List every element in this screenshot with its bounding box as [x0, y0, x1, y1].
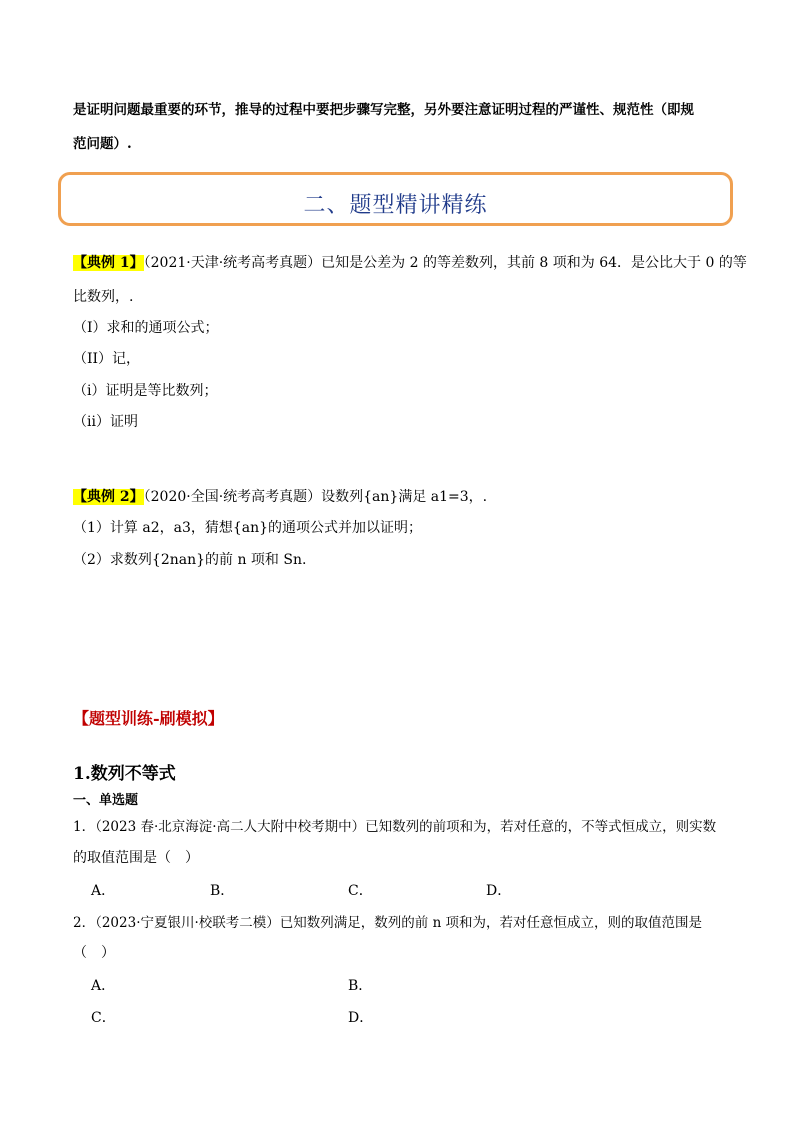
example-1-line-2: 比数列，.	[73, 289, 134, 305]
problem-2-option-d: D．	[348, 1010, 374, 1026]
problem-1-line-2: 的取值范围是（ ）	[73, 850, 199, 866]
problem-1-option-d: D．	[486, 883, 512, 899]
example-1-tag: 【典例 1】	[73, 255, 144, 271]
example-1-question-4: （ii）证明	[73, 414, 138, 430]
problem-2-option-a: A．	[91, 978, 116, 994]
example-1-text: （2021·天津·统考高考真题）已知是公差为 2 的等差数列，其前 8 项和为 64．是公比大于 0 的等	[143, 255, 747, 271]
problem-1-option-c: C．	[348, 883, 373, 899]
section-title: 二、题型精讲精练	[303, 193, 488, 218]
example-2-line-1	[73, 487, 487, 507]
example-1-question-3: （i）证明是等比数列；	[73, 383, 218, 399]
intro-line-1: 是证明问题最重要的环节，推导的过程中要把步骤写完整，另外要注意证明过程的严谨性、规范性（即规	[73, 102, 694, 118]
example-2-tag: 【典例 2】	[73, 489, 144, 505]
problem-2-line-2: （ ）	[73, 945, 115, 961]
problem-2-option-c: C．	[91, 1010, 116, 1026]
problem-1-option-b: B．	[210, 883, 235, 899]
example-2-text: （2020·全国·统考高考真题）设数列{an}满足 a1=3，.	[143, 489, 488, 505]
example-1-question-2: （II）记，	[73, 351, 141, 367]
example-2-question-2: （2）求数列{2nan}的前 n 项和 Sn.	[73, 552, 307, 568]
example-1-question-1: （I）求和的通项公式；	[73, 320, 219, 336]
example-2-question-1: （1）计算 a2，a3，猜想{an}的通项公式并加以证明；	[73, 520, 423, 536]
problem-1-option-a: A．	[91, 883, 116, 899]
intro-line-2: 范问题）.	[73, 136, 132, 152]
training-title: 【题型训练-刷模拟】	[73, 709, 224, 728]
example-1-line-1	[73, 253, 747, 273]
subsection-title: 一、单选题	[73, 793, 139, 808]
section-banner	[58, 172, 733, 226]
topic-title: 1.数列不等式	[73, 764, 176, 784]
problem-1-line-1: 1．（2023 春·北京海淀·高二人大附中校考期中）已知数列的前项和为，若对任意的，不等式恒成立，则实数	[73, 819, 717, 835]
problem-2-line-1: 2．（2023·宁夏银川·校联考二模）已知数列满足，数列的前 n 项和为，若对任意恒成立，则的取值范围是	[73, 915, 703, 931]
problem-2-option-b: B．	[348, 978, 373, 994]
